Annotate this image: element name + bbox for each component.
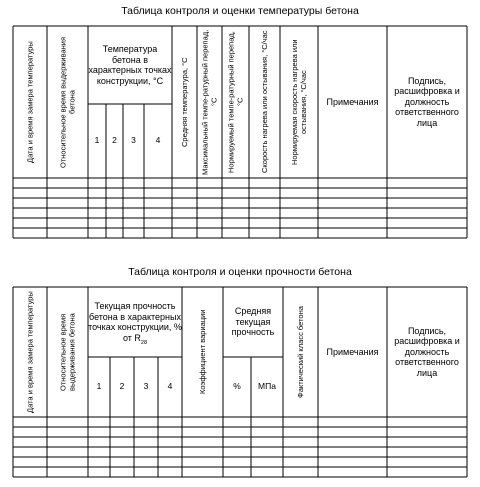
- t2-header-signature: Подпись, расшифровка и должность ответственного лица: [394, 325, 460, 378]
- t2-header-percent: %: [233, 381, 241, 392]
- temperature-table-title: Таблица контроля и оценки температуры бетона: [121, 5, 359, 17]
- t2-header-variation-coef: Коэффициент вариации: [198, 309, 207, 395]
- t1-header-point-2: 2: [112, 135, 117, 146]
- t2-header-date-time: Дата и время замера температуры: [25, 291, 35, 413]
- t2-header-point-3: 3: [143, 381, 149, 392]
- t1-header-relative-time: Относительное время выдерживания бетона: [58, 36, 77, 168]
- t1-header-signature: Подпись, расшифровка и должность ответственного лица: [394, 75, 460, 128]
- t2-points-group-text: Текущая прочность бетона в характерных точках конструкции, % от R: [88, 301, 182, 343]
- t1-header-point-3: 3: [131, 135, 136, 146]
- t1-header-points-group: Температура бетона в характерных точках конструкции, °С: [88, 44, 172, 86]
- t2-header-point-4: 4: [167, 381, 173, 392]
- t1-header-point-4: 4: [155, 135, 161, 146]
- t2-header-points-group: [88, 289, 182, 355]
- t1-header-norm-temp-diff: Нормируемый темпе-ратурный перепад, °С: [226, 31, 245, 173]
- strength-table-title: Таблица контроля и оценки прочности бетона: [128, 266, 352, 278]
- t1-header-max-temp-diff: Максимальный темпе-ратурный перепад, °С: [200, 29, 219, 175]
- t1-header-date-time: Дата и время замера температуры: [25, 41, 35, 163]
- t2-header-point-1: 1: [96, 381, 102, 392]
- t1-header-point-1: 1: [94, 135, 100, 146]
- t1-header-notes: Примечания: [326, 96, 379, 107]
- t1-header-heat-cool-rate: Скорость нагрева или остывания, °С/час: [260, 30, 269, 174]
- t2-header-notes: Примечания: [326, 346, 379, 357]
- t2-header-point-2: 2: [119, 381, 125, 392]
- t2-header-relative-time: Относительное время выдерживания бетона: [58, 313, 77, 391]
- t1-header-norm-heat-cool-rate: Нормируемая скорость нагрева или остывания, °С/час: [290, 39, 308, 165]
- t2-header-mpa: МПа: [258, 381, 276, 392]
- t2-points-group-sub: 28: [140, 339, 148, 346]
- t1-header-average-temp: Средняя температура, °С: [180, 57, 189, 147]
- t2-header-actual-class: Фактический класс бетона: [296, 306, 305, 398]
- t2-header-avg-strength: Средняя текущая прочность: [231, 306, 275, 338]
